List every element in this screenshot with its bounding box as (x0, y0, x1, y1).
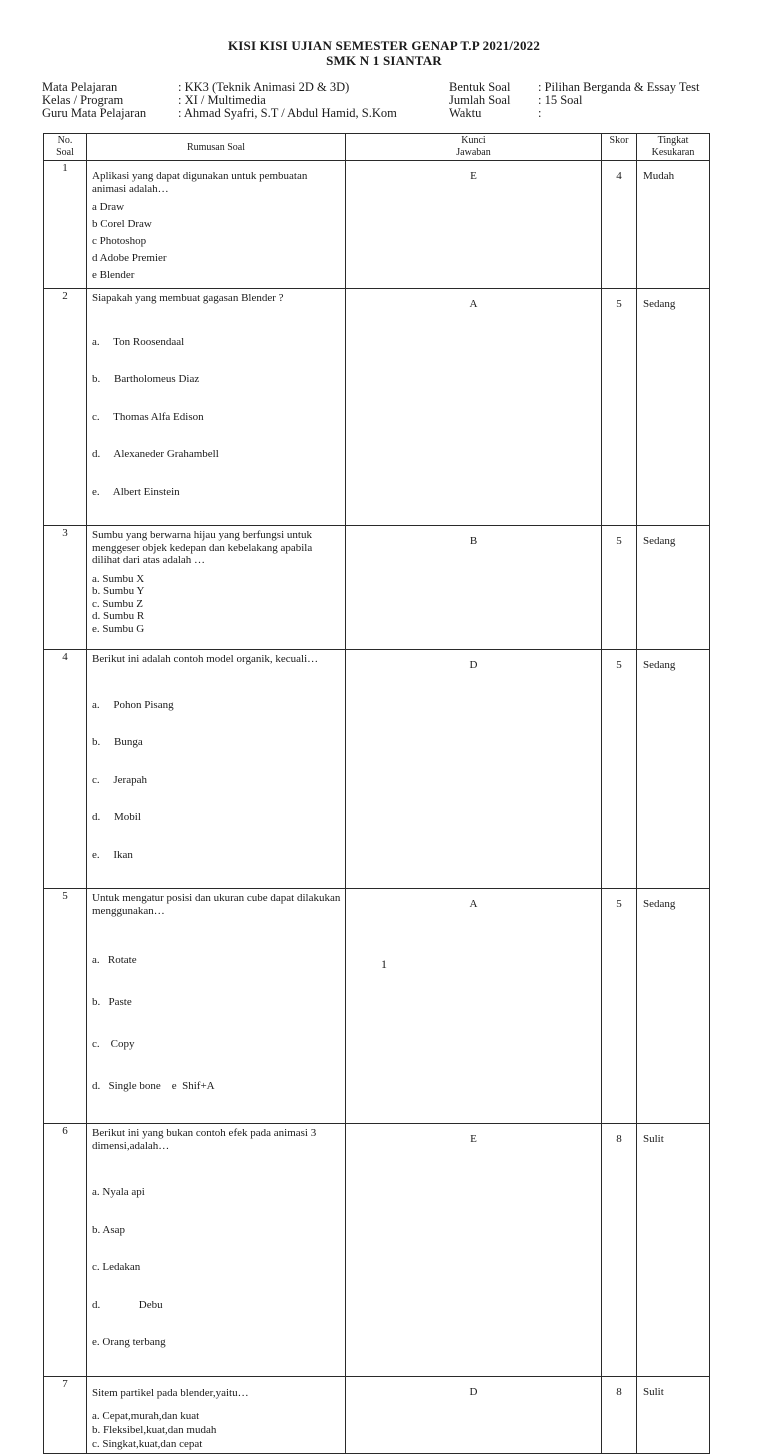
option-list (92, 573, 341, 636)
meta-label-question-type: Bentuk Soal (449, 80, 511, 94)
score: 5 (602, 526, 637, 650)
score: 5 (602, 889, 637, 1124)
question-number: 2 (44, 289, 87, 526)
option-item: e. Orang terbang (92, 1336, 166, 1348)
table-header-row (44, 134, 710, 161)
question-cell (87, 161, 346, 289)
document-title: KISI KISI UJIAN SEMESTER GENAP T.P 2021/2022 (227, 38, 541, 53)
meta-value-class: : XI / Multimedia (178, 93, 266, 107)
meta-value-subject: : KK3 (Teknik Animasi 2D & 3D) (178, 80, 350, 94)
meta-label-teacher: Guru Mata Pelajaran (42, 106, 147, 120)
option-item: b Corel Draw (92, 218, 152, 230)
header-no: No. Soal (44, 134, 87, 161)
question-number: 1 (44, 161, 87, 289)
option-item: b. Paste (92, 996, 132, 1008)
difficulty-level: Sedang (637, 289, 710, 526)
option-item: b. Fleksibel,kuat,dan mudah (92, 1424, 217, 1436)
table-row (44, 889, 710, 1124)
option-item: e Blender (92, 269, 135, 281)
question-text: Untuk mengatur posisi dan ukuran cube dapat dilakukan menggunakan… (92, 892, 341, 917)
option-item: b. Bartholomeus Diaz (92, 373, 200, 385)
option-item: a Draw (92, 201, 125, 213)
difficulty-level: Sedang (637, 889, 710, 1124)
score: 8 (602, 1376, 637, 1454)
option-list (92, 1161, 341, 1374)
table-row (44, 161, 710, 289)
option-item: e. Ikan (92, 848, 133, 861)
header-skor: Skor (602, 134, 637, 161)
answer-key: A (346, 289, 602, 526)
option-list (92, 201, 341, 282)
meta-value-time: : (538, 106, 542, 120)
question-text: Sitem partikel pada blender,yaitu… (92, 1386, 249, 1399)
question-number: 5 (44, 889, 87, 1124)
meta-label-time: Waktu (449, 106, 482, 120)
option-item: e. Albert Einstein (92, 485, 180, 498)
option-item: d. Alexaneder Grahambell (92, 448, 219, 460)
option-item: a. Sumbu X (92, 572, 145, 585)
difficulty-level: Mudah (637, 161, 710, 289)
table-row (44, 1124, 710, 1377)
option-list (92, 674, 341, 887)
question-number: 6 (44, 1124, 87, 1377)
option-item: a. Nyala api (92, 1186, 145, 1198)
question-number: 7 (44, 1376, 87, 1454)
question-cell (87, 650, 346, 889)
table-row (44, 650, 710, 889)
meta-value-question-count: : 15 Soal (538, 93, 583, 107)
option-item: a. Rotate (92, 954, 137, 966)
school-name: SMK N 1 SIANTAR (326, 53, 442, 68)
option-item: c. Copy (92, 1038, 135, 1050)
option-list (92, 925, 341, 1121)
meta-value-question-type: : Pilihan Berganda & Essay Test (538, 80, 700, 94)
option-item: b. Asap (92, 1223, 125, 1236)
question-text: Berikut ini yang bukan contoh efek pada animasi 3 dimensi,adalah… (92, 1127, 317, 1152)
header-kunci: Kunci Jawaban (346, 134, 602, 161)
option-list (92, 1409, 341, 1451)
question-cell (87, 1124, 346, 1377)
option-item: c. Singkat,kuat,dan cepat (92, 1438, 203, 1450)
option-item: d. Sumbu R (92, 610, 145, 622)
answer-key: D (346, 650, 602, 889)
answer-key: D (346, 1376, 602, 1454)
option-item: d. Debu (92, 1298, 163, 1311)
question-text: Berikut ini adalah contoh model organik, kecuali… (92, 653, 319, 665)
question-cell (87, 526, 346, 650)
option-item: c Photoshop (92, 235, 147, 247)
difficulty-level: Sulit (637, 1376, 710, 1454)
answer-key: E (346, 161, 602, 289)
option-item: a. Pohon Pisang (92, 698, 174, 711)
option-item: d. Single bone e Shif+A (92, 1080, 215, 1092)
question-cell (87, 1376, 346, 1454)
question-number: 3 (44, 526, 87, 650)
option-item: d Adobe Premier (92, 252, 167, 264)
meta-label-class: Kelas / Program (42, 93, 124, 107)
meta-label-subject: Mata Pelajaran (42, 80, 118, 94)
option-item: c. Ledakan (92, 1261, 141, 1273)
option-item: d. Mobil (92, 811, 141, 823)
answer-key: E (346, 1124, 602, 1377)
table-row (44, 289, 710, 526)
question-cell (87, 889, 346, 1124)
question-text: Aplikasi yang dapat digunakan untuk pembuatan animasi adalah… (92, 170, 308, 195)
option-item: c. Jerapah (92, 773, 147, 786)
score: 5 (602, 289, 637, 526)
difficulty-level: Sulit (637, 1124, 710, 1377)
question-text: Siapakah yang membuat gagasan Blender ? (92, 292, 284, 304)
header-rumusan: Rumusan Soal (87, 134, 346, 161)
answer-key: A (346, 889, 602, 1124)
option-item: b. Sumbu Y (92, 585, 145, 597)
option-item: c. Sumbu Z (92, 597, 144, 610)
question-grid-table (43, 133, 710, 1454)
option-item: a. Ton Roosendaal (92, 335, 185, 348)
question-text: Sumbu yang berwarna hijau yang berfungsi untuk menggeser objek kedepan dan kebelakang apabila dilihat dari atas adalah … (92, 529, 313, 566)
score: 5 (602, 650, 637, 889)
difficulty-level: Sedang (637, 526, 710, 650)
question-cell (87, 289, 346, 526)
difficulty-level: Sedang (637, 650, 710, 889)
option-item: a. Cepat,murah,dan kuat (92, 1410, 200, 1422)
option-item: c. Thomas Alfa Edison (92, 410, 204, 423)
answer-key: B (346, 526, 602, 650)
option-item: b. Bunga (92, 736, 143, 748)
header-tingkat: Tingkat Kesukaran (637, 134, 710, 161)
score: 8 (602, 1124, 637, 1377)
table-row (44, 526, 710, 650)
page-number: 1 (381, 957, 387, 971)
meta-label-question-count: Jumlah Soal (449, 93, 511, 107)
option-item: e. Sumbu G (92, 622, 145, 635)
question-number: 4 (44, 650, 87, 889)
meta-value-teacher: : Ahmad Syafri, S.T / Abdul Hamid, S.Kom (178, 106, 397, 120)
table-row (44, 1376, 710, 1454)
score: 4 (602, 161, 637, 289)
option-list (92, 311, 341, 524)
